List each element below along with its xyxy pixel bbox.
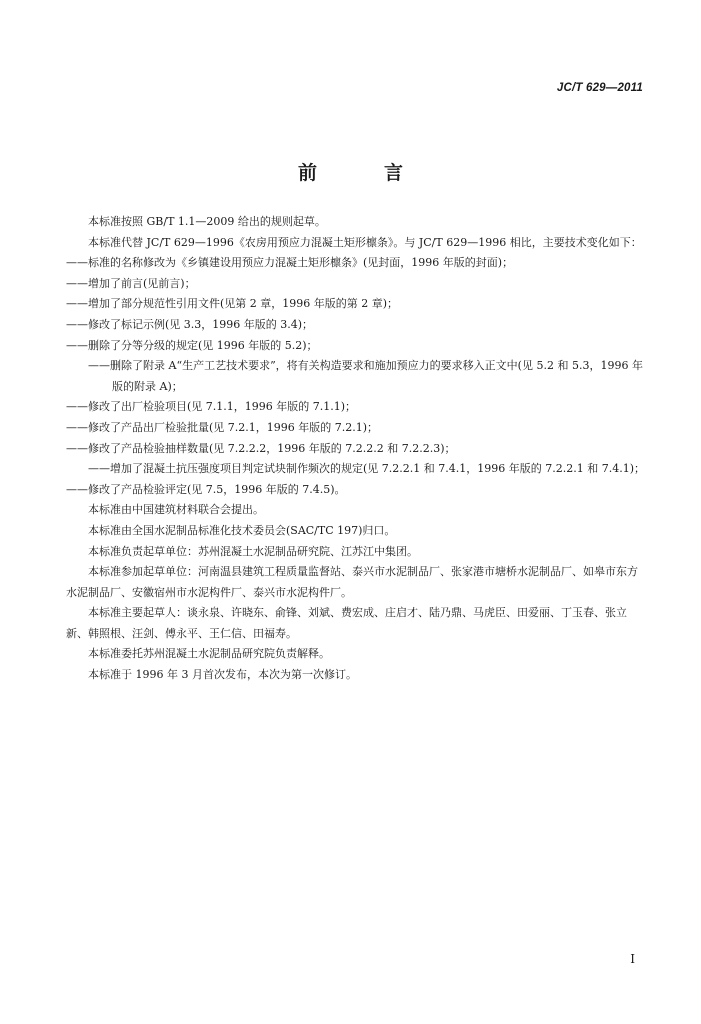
change-item: ——增加了混凝土抗压强度项目判定试块制作频次的规定(见 7.2.2.1 和 7.4.1，1996 年版的 7.2.2.1 和 7.4.1)；	[88, 462, 645, 476]
paragraph-replacement: 本标准代替 JC/T 629—1996《农房用预应力混凝土矩形檩条》。与 JC/T 629—1996 相比，主要技术变化如下：	[88, 235, 642, 249]
change-item: ——标准的名称修改为《乡镇建设用预应力混凝土矩形檩条》(见封面，1996 年版的封面)；	[66, 256, 514, 270]
paragraph-lead-drafter: 本标准负责起草单位：苏州混凝土水泥制品研究院、江苏江中集团。	[88, 544, 418, 558]
change-item: ——增加了前言(见前言)；	[66, 276, 196, 290]
paragraph-main-drafters: 本标准主要起草人：谈永泉、许晓东、俞锋、刘斌、费宏成、庄启才、陆乃鼎、马虎臣、田爱丽、丁玉春、张立新、韩照根、汪剑、傅永平、王仁信、田福寿。	[66, 606, 627, 640]
change-item: ——删除了分等分级的规定(见 1996 年版的 5.2)；	[66, 338, 318, 352]
paragraph-committee: 本标准由全国水泥制品标准化技术委员会(SAC/TC 197)归口。	[88, 523, 396, 537]
change-item: ——修改了标记示例(见 3.3，1996 年版的 3.4)；	[66, 317, 314, 331]
paragraph-drafting-rule: 本标准按照 GB/T 1.1—2009 给出的规则起草。	[88, 215, 326, 228]
change-item: ——修改了产品检验抽样数量(见 7.2.2.2，1996 年版的 7.2.2.2 和 7.2.2.3)；	[66, 441, 456, 455]
change-item: ——修改了产品检验评定(见 7.5，1996 年版的 7.4.5)。	[66, 482, 346, 496]
paragraph-proposer: 本标准由中国建筑材料联合会提出。	[88, 503, 264, 517]
paragraph-history: 本标准于 1996 年 3 月首次发布，本次为第一次修订。	[88, 668, 357, 682]
page-number: I	[630, 952, 635, 966]
foreword-body	[66, 212, 646, 686]
change-item: ——增加了部分规范性引用文件(见第 2 章，1996 年版的第 2 章)；	[66, 297, 399, 311]
page-title: 前 言	[297, 162, 427, 184]
paragraph-participating-drafters: 本标准参加起草单位：河南温县建筑工程质量监督站、泰兴市水泥制品厂、张家港市塘桥水泥制品厂、如皋市东方水泥制品厂、安徽宿州市水泥构件厂、泰兴市水泥构件厂。	[66, 565, 638, 599]
paragraph-interpretation: 本标准委托苏州混凝土水泥制品研究院负责解释。	[88, 647, 330, 661]
change-item: ——删除了附录 A“生产工艺技术要求”，将有关构造要求和施加预应力的要求移入正文中(见 5.2 和 5.3，1996 年版的附录 A)；	[88, 359, 643, 393]
change-item: ——修改了产品出厂检验批量(见 7.2.1，1996 年版的 7.2.1)；	[66, 420, 379, 434]
change-item: ——修改了出厂检验项目(见 7.1.1，1996 年版的 7.1.1)；	[66, 400, 357, 414]
standard-code-header: JC/T 629—2011	[556, 82, 643, 94]
